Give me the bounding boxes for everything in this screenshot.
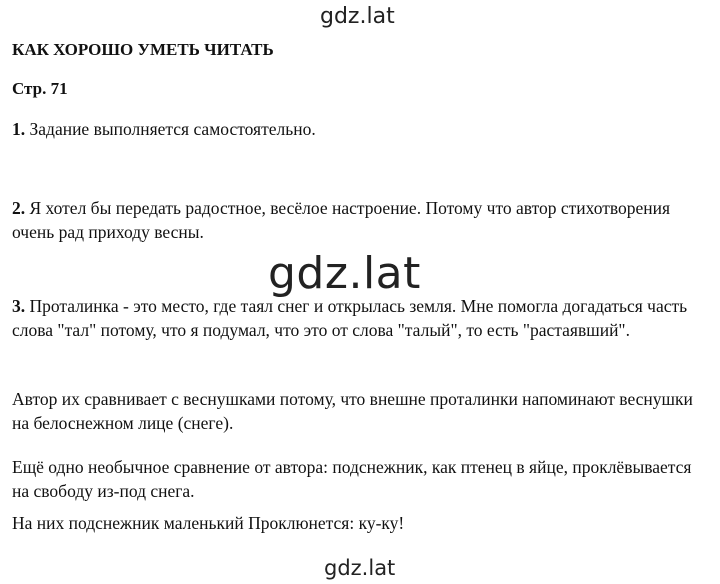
page-reference: Стр. 71 [12, 79, 68, 98]
paragraph-freckles: Автор их сравнивает с веснушками потому, что внешне проталинки напоминают веснушки на белоснежном лице (снеге). [12, 389, 693, 433]
answer-2-text: Я хотел бы передать радостное, весёлое настроение. Потому что автор стихотворения очень рад приходу весны. [12, 198, 671, 242]
paragraph-quote: На них подснежник маленький Проклюнется: ку-ку! [12, 513, 405, 533]
answer-3-number: 3. [12, 296, 26, 316]
answer-3-text: Проталинка - это место, где таял снег и открылась земля. Мне помогла догадаться часть слова "тал" потому, что я подумал, что это от слова "талый", то есть "растаявший". [12, 296, 688, 340]
answer-2 [12, 196, 712, 244]
answer-1-text: Задание выполняется самостоятельно. [25, 119, 316, 139]
watermark-top: gdz.lat [320, 4, 395, 29]
paragraph-comparison: Ещё одно необычное сравнение от автора: подснежник, как птенец в яйце, проклёвывается на свободу из-под снега. [12, 457, 692, 501]
watermark-middle: gdz.lat [268, 248, 421, 299]
document-title: КАК ХОРОШО УМЕТЬ ЧИТАТЬ [12, 40, 274, 59]
answer-3 [12, 294, 712, 342]
watermark-bottom: gdz.lat [324, 556, 396, 580]
answer-2-number: 2. [12, 198, 26, 218]
answer-1-number: 1. [12, 119, 26, 139]
answer-1 [12, 117, 712, 141]
